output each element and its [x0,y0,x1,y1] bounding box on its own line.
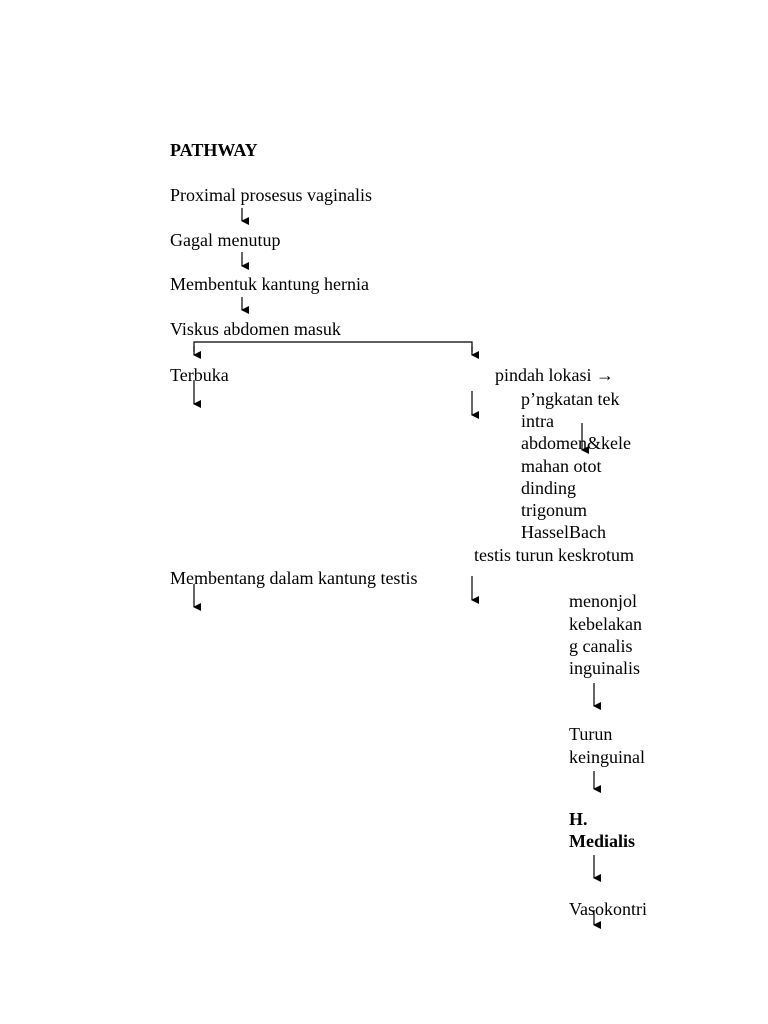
right-menonjol-line: inguinalis [569,658,640,678]
step-proximal: Proximal prosesus vaginalis [170,185,372,205]
right-turun-line: Turun [569,724,613,744]
left-membentang: Membentang dalam kantung testis [170,568,418,588]
right-pindah-lokasi: pindah lokasi → [495,365,614,385]
right-testis-turun: testis turun keskrotum [474,545,634,565]
right-turun-line: keinguinal [569,747,645,767]
right-peningkatan-line: abdomen&kele [521,433,631,453]
step-membentuk: Membentuk kantung hernia [170,274,369,294]
branch-connector-line [194,342,472,352]
left-terbuka: Terbuka [170,365,229,385]
right-peningkatan-line: intra [521,411,554,431]
right-peningkatan-line: dinding [521,478,577,498]
step-viskus: Viskus abdomen masuk [170,319,341,339]
page-title: PATHWAY [170,140,258,160]
right-h-medialis-line: Medialis [569,831,635,851]
right-menonjol-line: menonjol [569,591,637,611]
right-vasokontri: Vasokontri [569,899,647,919]
right-peningkatan-line: p’ngkatan tek [521,389,620,409]
right-h-medialis-line: H. [569,809,588,829]
right-peningkatan-line: mahan otot [521,456,602,476]
right-menonjol-line: g canalis [569,636,633,656]
right-peningkatan-line: HasselBach [521,522,606,542]
right-peningkatan-line: trigonum [521,500,587,520]
right-menonjol-line: kebelakan [569,614,642,634]
step-gagal: Gagal menutup [170,230,281,250]
